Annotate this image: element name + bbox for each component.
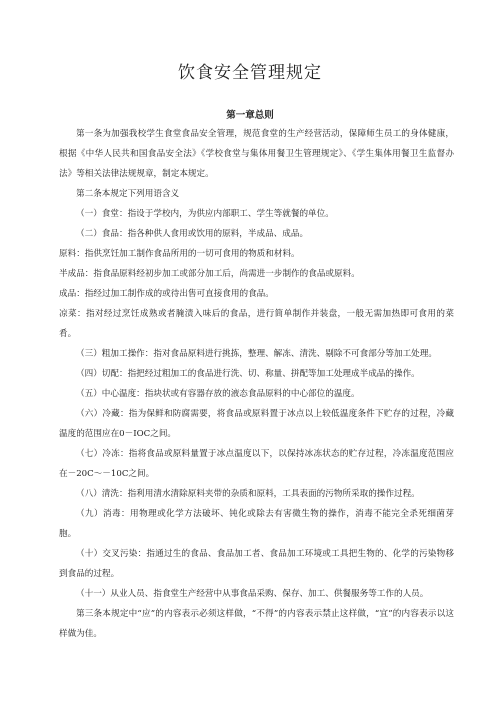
- chapter-heading: 第一章总则: [226, 110, 274, 121]
- paragraph: （八）清洗：指利用清水清除原料夹带的杂质和原料，工具表面的污物所采取的操作过程。: [76, 489, 420, 499]
- paragraph: （九）消毒：用物理或化学方法破坏、钝化或除去有害微生物的操作，消毒不能完全杀死细菌芽胞。: [59, 509, 454, 539]
- document-body: [59, 124, 454, 644]
- paragraph: （七）冷冻：指将食品或原料量置于冰点温度以下，以保持冰冻状态的贮存过程，冷冻温度范围应在－20C〜－10C之间。: [59, 449, 454, 479]
- paragraph: 第三条本规定中“应”的内容表示必须这样做，“不得”的内容表示禁止这样做，“宜”的内容表示以这样做为佳。: [59, 609, 454, 639]
- paragraph: （二）食品：指各种供人食用或饮用的原料，半成品、成品。: [76, 229, 309, 239]
- paragraph: （三）粗加工操作：指对食品原料进行挑拣，整理、解冻、清洗、剔除不可食部分等加工处理。: [76, 349, 437, 359]
- paragraph: 第二条本规定下列用语含义: [76, 189, 180, 199]
- paragraph: （十一）从业人员、指食堂生产经营中从事食品采购、保存、加工、供餐服务等工作的人员。: [76, 589, 429, 599]
- paragraph: （一）食堂：指设于学校内，为供应内部职工、学生等就餐的单位。: [76, 209, 334, 219]
- paragraph: （六）冷藏：指为保鲜和防腐需要，将食品或原料置于冰点以上较低温度条件下贮存的过程，冷藏温度的范围应在0－IOC之间。: [59, 409, 454, 439]
- paragraph: （四）切配：指把经过粗加工的食品进行洗、切、称量、拼配等加工处理成半成品的操作。: [76, 369, 420, 379]
- paragraph: （五）中心温度：指块状或有容器存放的液态食品原料的中心部位的温度。: [76, 389, 360, 399]
- paragraph: 凉菜：指对经过烹饪成熟或者腌渍入味后的食品，进行简单制作并装盘，一般无需加热即可食用的菜肴。: [59, 309, 454, 339]
- document-title: 饮食安全管理规定: [178, 63, 322, 83]
- paragraph: 半成品：指食品原料经初步加工或部分加工后，尚需进一步制作的食品或原料。: [59, 269, 360, 279]
- paragraph: 原料：指供烹饪加工制作食品所用的一切可食用的物质和材料。: [59, 249, 300, 259]
- paragraph: 第一条为加强我校学生食堂食品安全管理，规范食堂的生产经营活动，保障师生员工的身体健康，根据《中华人民共和国食品安全法》《学校食堂与集体用餐卫生管理规定》、《学生集体用餐卫生监督办法》等相关法律法规规章，制定本规定。: [59, 129, 454, 179]
- paragraph: （十）交叉污染：指通过生的食品、食品加工者、食品加工环境或工具把生物的、化学的污染物移到食品的过程。: [59, 549, 454, 579]
- paragraph: 成品：指经过加工制作成的或待出售可直接食用的食品。: [59, 289, 274, 299]
